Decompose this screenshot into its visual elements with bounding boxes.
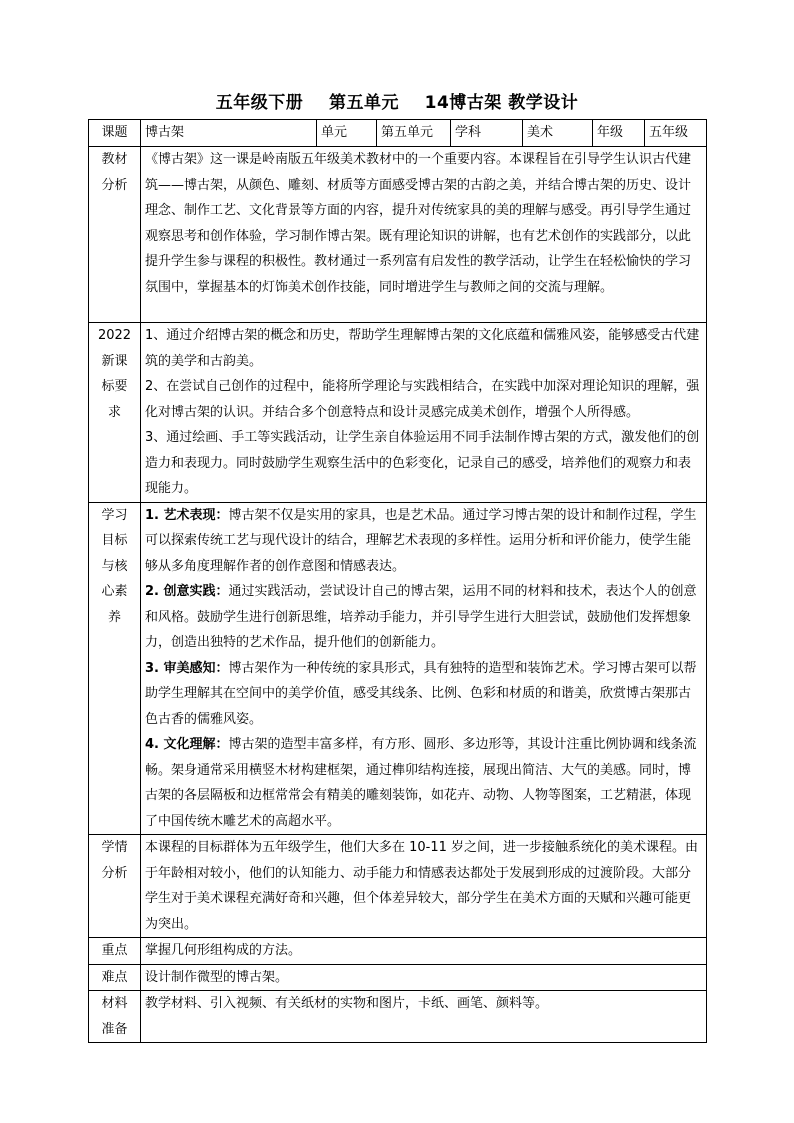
label-line: 目标 bbox=[101, 533, 128, 548]
label-line: 分析 bbox=[101, 177, 128, 193]
label-line: 标要 bbox=[101, 379, 128, 394]
materials-content bbox=[141, 991, 707, 1043]
label-line: 重点 bbox=[101, 943, 128, 958]
material-analysis-label bbox=[89, 147, 141, 323]
learning-goals-content bbox=[141, 502, 707, 835]
goal-heading: 3. 审美感知： bbox=[145, 660, 229, 676]
learning-goals-row bbox=[89, 502, 707, 835]
goal-item bbox=[145, 732, 702, 834]
curriculum-requirements-row bbox=[89, 323, 707, 503]
paragraph: 掌握几何形组构成的方法。 bbox=[145, 943, 302, 958]
discipline-label: 学科 bbox=[451, 120, 523, 147]
paragraph: 《博古架》这一课是岭南版五年级美术教材中的一个重要内容。本课程旨在引导学生认识古代建筑——博古架，从颜色、雕刻、材质等方面感受博古架的古韵之美，并结合博古架的历史、设计理念、制作工艺、文化背景等方面的内容，提升对传统家具的美的理解与感受。再引导学生通过观察思考和创作体验，学习制作博古架。既有理论知识的讲解，也有艺术创作的实践部分，以此提升学生参与课程的积极性。教材通过一系列富有启发性的教学活动，让学生在轻松愉快的学习氛围中，掌握基本的灯饰美术创作技能，同时增进学生与教师之间的交流与理解。 bbox=[145, 152, 692, 295]
student-analysis-row bbox=[89, 835, 707, 938]
document-title: 五年级下册 第五单元 14博古架 教学设计 bbox=[215, 93, 579, 113]
grade-value: 五年级 bbox=[645, 120, 707, 147]
key-point-content bbox=[141, 938, 707, 965]
paragraph: 2、在尝试自己创作的过程中，能将所学理论与实践相结合，在实践中加深对理论知识的理解，强化对博古架的认识。并结合多个创意特点和设计灵感完成美术创作，增强个人所得感。 bbox=[145, 379, 700, 420]
label-line: 养 bbox=[107, 609, 121, 625]
paragraph: 设计制作微型的博古架。 bbox=[145, 969, 289, 985]
discipline-value: 美术 bbox=[523, 120, 593, 147]
student-analysis-content bbox=[141, 835, 707, 938]
curriculum-requirements-content bbox=[141, 323, 707, 503]
label-line: 学习 bbox=[101, 507, 128, 523]
curriculum-requirements-label bbox=[89, 323, 141, 503]
subject-label: 课题 bbox=[89, 120, 141, 147]
materials-row bbox=[89, 991, 707, 1043]
label-line: 准备 bbox=[101, 1021, 128, 1037]
lesson-plan-table bbox=[88, 119, 707, 1043]
goal-heading: 2. 创意实践： bbox=[145, 584, 229, 599]
materials-label bbox=[89, 991, 141, 1043]
material-analysis-row bbox=[89, 147, 707, 323]
subject-value: 博古架 bbox=[141, 120, 317, 147]
label-line: 2022 bbox=[97, 328, 132, 343]
unit-value: 第五单元 bbox=[377, 120, 451, 147]
paragraph: 3、通过绘画、手工等实践活动，让学生亲自体验运用不同手法制作博古架的方式，激发他们的创造力和表现力。同时鼓励学生观察生活中的色彩变化，记录自己的感受，培养他们的观察力和表现能力。 bbox=[145, 430, 700, 496]
paragraph: 本课程的目标群体为五年级学生，他们大多在 10-11 岁之间，进一步接触系统化的美术课程。由于年龄相对较小，他们的认知能力、动手能力和情感表达都处于发展到形成的过渡阶段。大部分学生对于美术课程充满好奇和兴趣，但个体差异较大，部分学生在美术方面的天赋和兴趣可能更为突出。 bbox=[145, 840, 699, 932]
label-line: 心素 bbox=[101, 584, 128, 599]
difficulty-row bbox=[89, 964, 707, 991]
difficulty-label bbox=[89, 964, 141, 991]
goal-heading: 4. 文化理解： bbox=[145, 737, 229, 752]
label-line: 材料 bbox=[101, 996, 128, 1011]
paragraph: 1、通过介绍博古架的概念和历史，帮助学生理解博古架的文化底蕴和儒雅风姿，能够感受古代建筑的美学和古韵美。 bbox=[145, 328, 700, 369]
goal-heading: 1. 艺术表现： bbox=[145, 507, 229, 523]
student-analysis-label bbox=[89, 835, 141, 938]
material-analysis-content bbox=[141, 147, 707, 323]
label-line: 学情 bbox=[101, 840, 128, 855]
goal-item bbox=[145, 579, 702, 656]
grade-label: 年级 bbox=[593, 120, 645, 147]
goal-item bbox=[145, 503, 702, 580]
label-line: 与核 bbox=[101, 558, 128, 574]
key-point-row bbox=[89, 938, 707, 965]
label-line: 分析 bbox=[101, 865, 128, 881]
goal-item bbox=[145, 656, 702, 733]
goal-text: 博古架作为一种传统的家具形式，具有独特的造型和装饰艺术。学习博古架可以帮助学生理解其在空间中的美学价值，感受其线条、比例、色彩和材质的和谐美，欣赏博古架那古色古香的儒雅风姿。 bbox=[145, 660, 697, 727]
learning-goals-label bbox=[89, 502, 141, 835]
header-row bbox=[89, 120, 707, 147]
label-line: 求 bbox=[107, 404, 121, 420]
label-line: 新课 bbox=[101, 353, 128, 369]
paragraph: 教学材料、引入视频、有关纸材的实物和图片，卡纸、画笔、颜料等。 bbox=[145, 996, 549, 1011]
label-line: 难点 bbox=[101, 969, 128, 985]
difficulty-content bbox=[141, 964, 707, 991]
goal-text: 博古架的造型丰富多样，有方形、圆形、多边形等，其设计注重比例协调和线条流畅。架身通常采用横竖木材构建框架，通过榫卯结构连接，展现出简洁、大气的美感。同时，博古架的各层隔板和边框常常会有精美的雕刻装饰，如花卉、动物、人物等图案，工艺精湛，体现了中国传统木雕艺术的高超水平。 bbox=[145, 737, 697, 829]
unit-label: 单元 bbox=[317, 120, 377, 147]
key-point-label bbox=[89, 938, 141, 965]
goal-text: 通过实践活动，尝试设计自己的博古架，运用不同的材料和技术，表达个人的创意和风格。鼓励学生进行创新思维，培养动手能力，并引导学生进行大胆尝试，鼓励他们发挥想象力，创造出独特的艺术作品，提升他们的创新能力。 bbox=[145, 584, 697, 650]
goal-text: 博古架不仅是实用的家具，也是艺术品。通过学习博古架的设计和制作过程，学生可以探索传统工艺与现代设计的结合，理解艺术表现的多样性。运用分析和评价能力，使学生能够从多角度理解作者的创作意图和情感表达。 bbox=[145, 507, 697, 574]
label-line: 教材 bbox=[101, 152, 128, 167]
